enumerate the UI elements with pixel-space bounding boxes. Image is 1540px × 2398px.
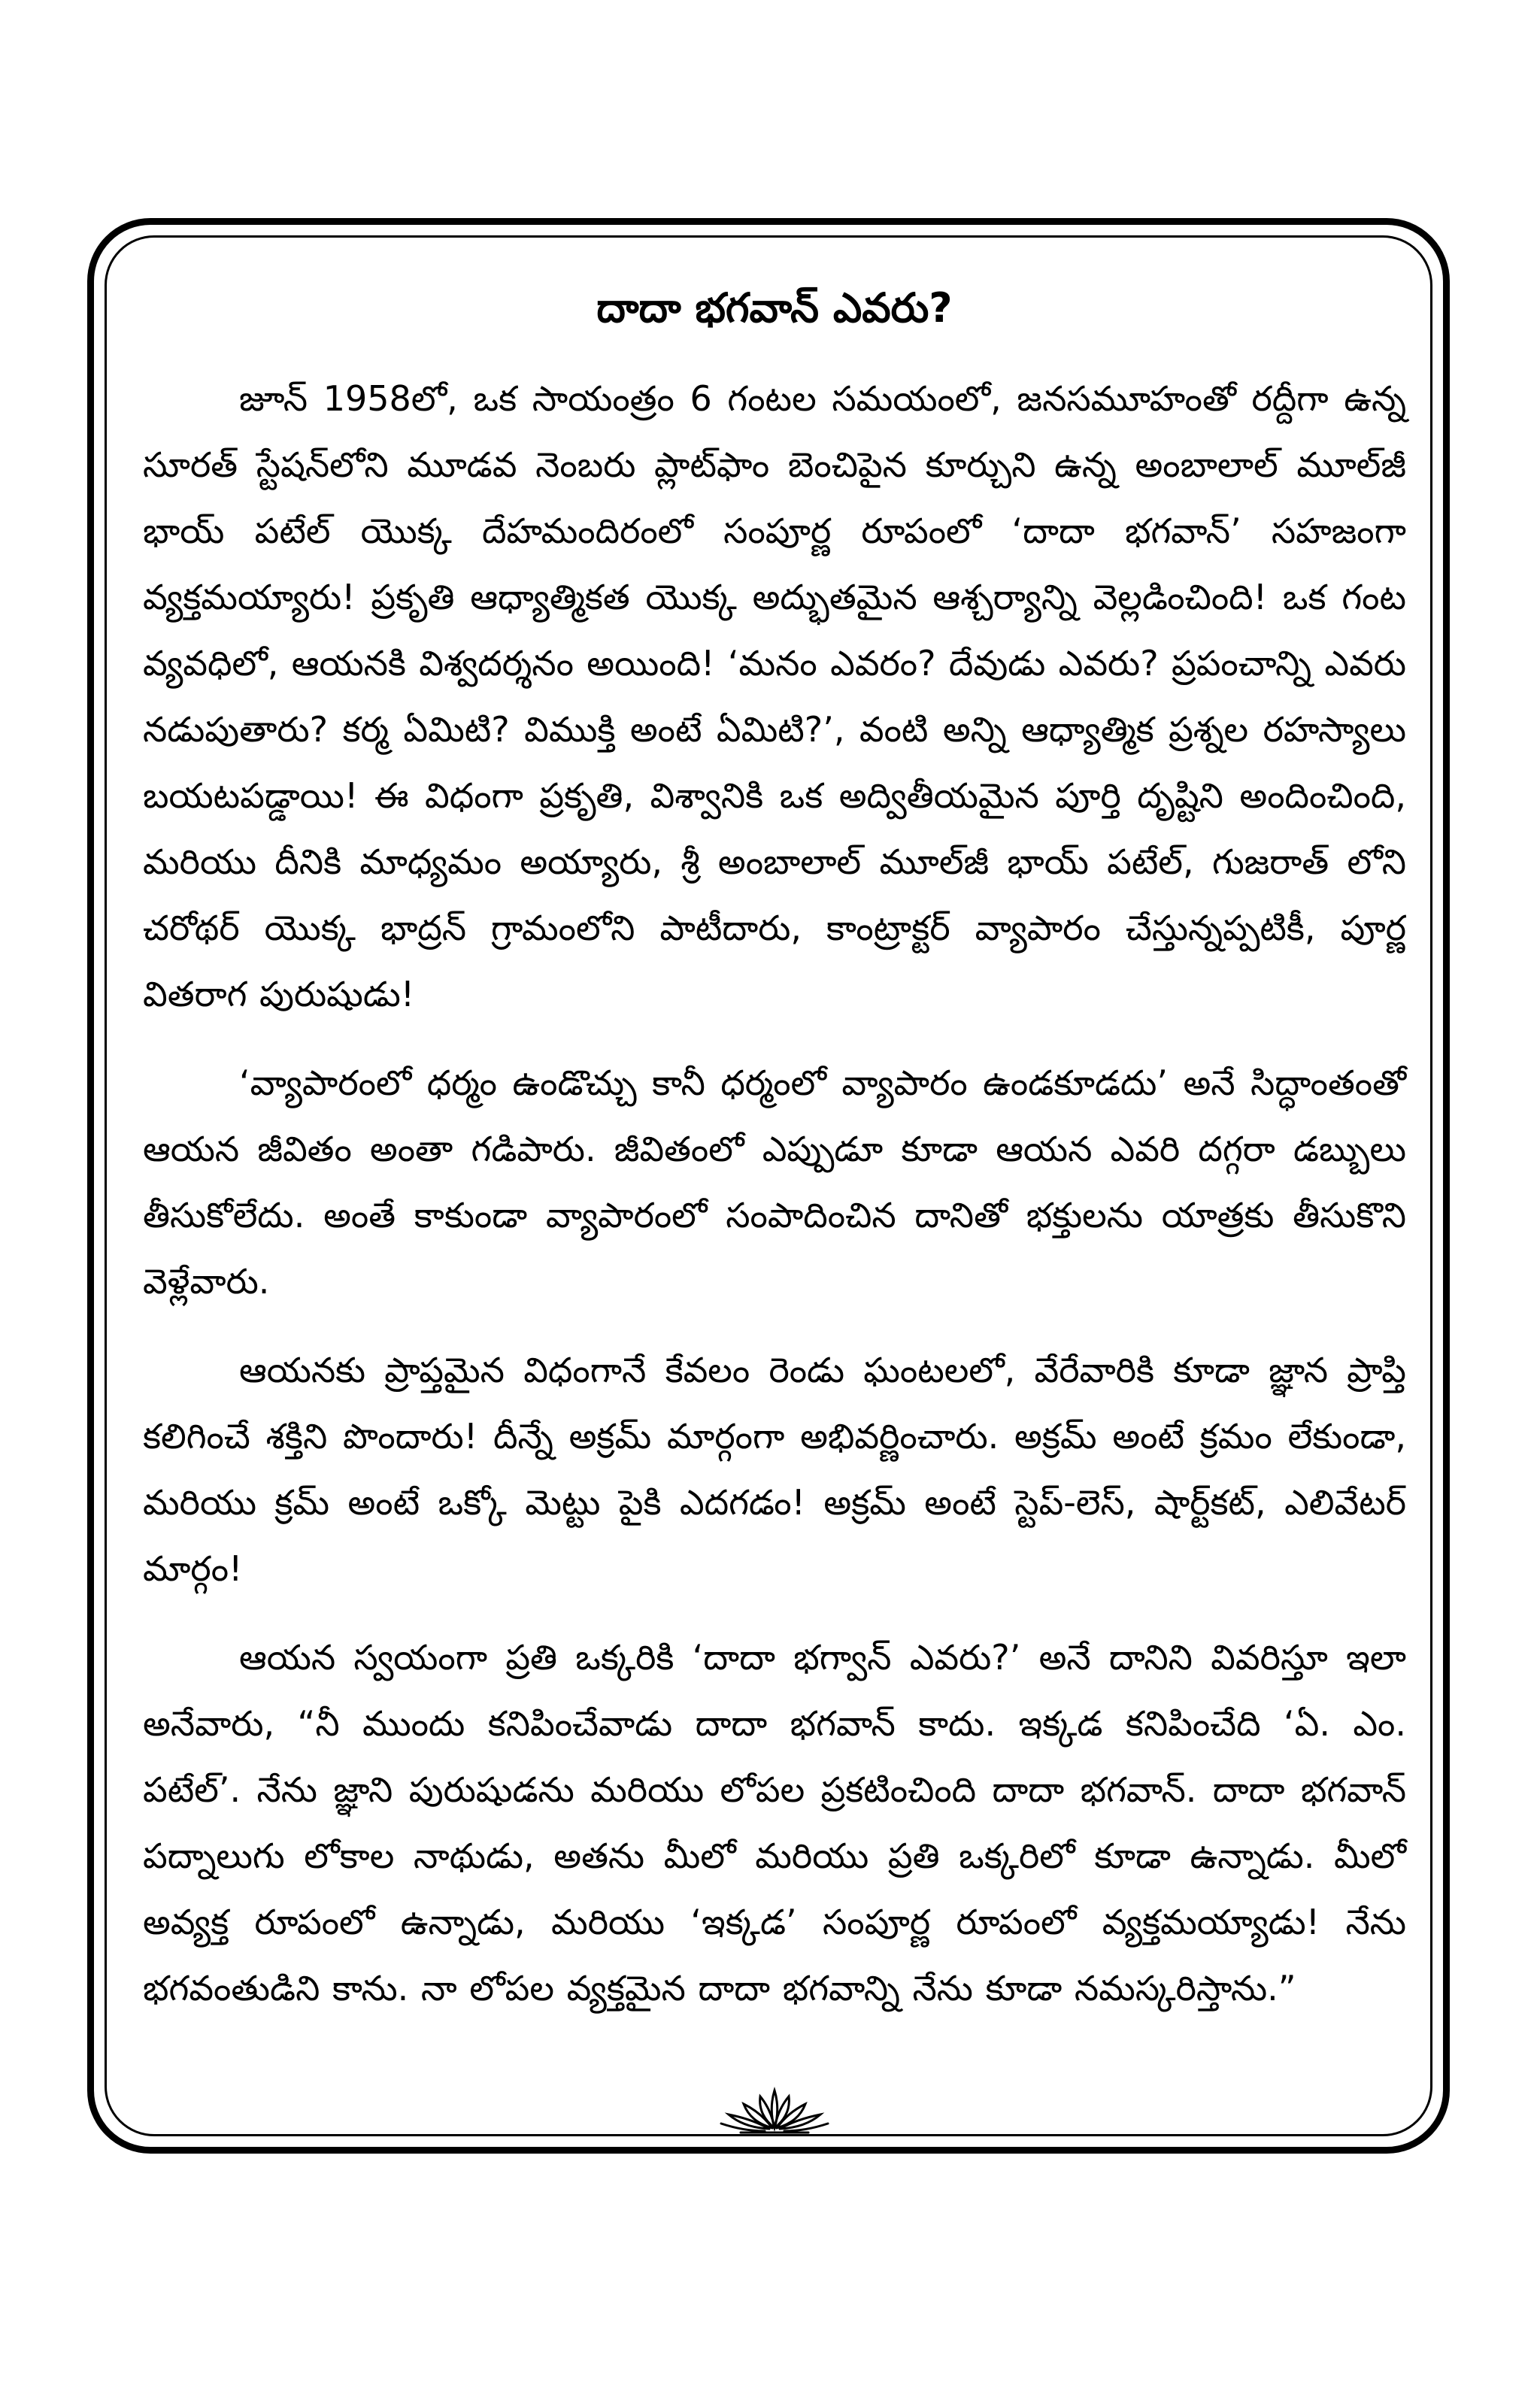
paragraph-akram-path: ఆయనకు ప్రాప్తమైన విధంగానే కేవలం రెండు ఘంటలలో, వేరేవారికి కూడా జ్ఞాన ప్రాప్తి కలిగించే శక్తిని పొందారు! దీన్నే అక్రమ్ మార్గంగా అభివర్ణించారు. అక్రమ్ అంటే క్రమం లేకుండా, మరియు క్రమ్ అంటే ఒక్కో మెట్టు పైకి ఎదగడం! అక్రమ్ అంటే స్టెప్-లెస్, షార్ట్‌కట్, ఎలివేటర్ మార్గం! (143, 1350, 1406, 1589)
paragraph-business-principle: ‘వ్యాపారంలో ధర్మం ఉండొచ్చు కానీ ధర్మంలో వ్యాపారం ఉండకూడదు’ అనే సిద్ధాంతంతో ఆయన జీవితం అంతా గడిపారు. జీవితంలో ఎప్పుడూ కూడా ఆయన ఎవరి దగ్గరా డబ్బులు తీసుకోలేదు. అంతే కాకుండా వ్యాపారంలో సంపాదించిన దానితో భక్తులను యాత్రకు తీసుకొని వెళ్లేవారు. (143, 1063, 1406, 1302)
paragraph-who-is-dada: ఆయన స్వయంగా ప్రతి ఒక్కరికి ‘దాదా భగ్వాన్ ఎవరు?’ అనే దానిని వివరిస్తూ ఇలా అనేవారు, “నీ ముందు కనిపించేవాడు దాదా భగవాన్ కాదు. ఇక్కడ కనిపించేది ‘ఏ. ఎం. పటేల్’. నేను జ్ఞాని పురుషుడను మరియు లోపల ప్రకటించింది దాదా భగవాన్. దాదా భగవాన్ పద్నాలుగు లోకాల నాథుడు, అతను మీలో మరియు ప్రతి ఒక్కరిలో కూడా ఉన్నాడు. మీలో అవ్యక్త రూపంలో ఉన్నాడు, మరియు ‘ఇక్కడ’ సంపూర్ణ రూపంలో వ్యక్తమయ్యాడు! నేను భగవంతుడిని కాను. నా లోపల వ్యక్తమైన దాదా భగవాన్ని నేను కూడా నమస్కరిస్తాను.” (143, 1637, 1406, 2008)
page-content (143, 278, 1406, 2105)
lotus-ornament-icon (718, 2086, 831, 2134)
paragraph-origin: జూన్ 1958లో, ఒక సాయంత్రం 6 గంటల సమయంలో, జనసమూహంతో రద్దీగా ఉన్న సూరత్ స్టేషన్‌లోని మూడవ నెంబరు ప్లాట్‌ఫాం బెంచిపైన కూర్చుని ఉన్న అంబాలాల్ మూల్‌జీ భాయ్ పటేల్ యొక్క దేహమందిరంలో సంపూర్ణ రూపంలో ‘దాదా భగవాన్’ సహజంగా వ్యక్తమయ్యారు! ప్రకృతి ఆధ్యాత్మికత యొక్క అద్భుతమైన ఆశ్చర్యాన్ని వెల్లడించింది! ఒక గంట వ్యవధిలో, ఆయనకి విశ్వదర్శనం అయింది! ‘మనం ఎవరం? దేవుడు ఎవరు? ప్రపంచాన్ని ఎవరు నడుపుతారు? కర్మ ఏమిటి? విముక్తి అంటే ఏమిటి?’, వంటి అన్ని ఆధ్యాత్మిక ప్రశ్నల రహస్యాలు బయటపడ్డాయి! ఈ విధంగా ప్రకృతి, విశ్వానికి ఒక అద్వితీయమైన పూర్తి దృష్టిని అందించింది, మరియు దీనికి మాధ్యమం అయ్యారు, శ్రీ అంబాలాల్ మూల్‌జీ భాయ్ పటేల్, గుజరాత్ లోని చరోథర్ యొక్క భాద్రన్ గ్రామంలోని పాటీదారు, కాంట్రాక్టర్ వ్యాపారం చేస్తున్నప్పటికీ, పూర్ణ వితరాగ పురుషుడు! (143, 378, 1406, 1014)
page-title: దాదా భగవాన్ ఎవరు? (596, 284, 953, 332)
